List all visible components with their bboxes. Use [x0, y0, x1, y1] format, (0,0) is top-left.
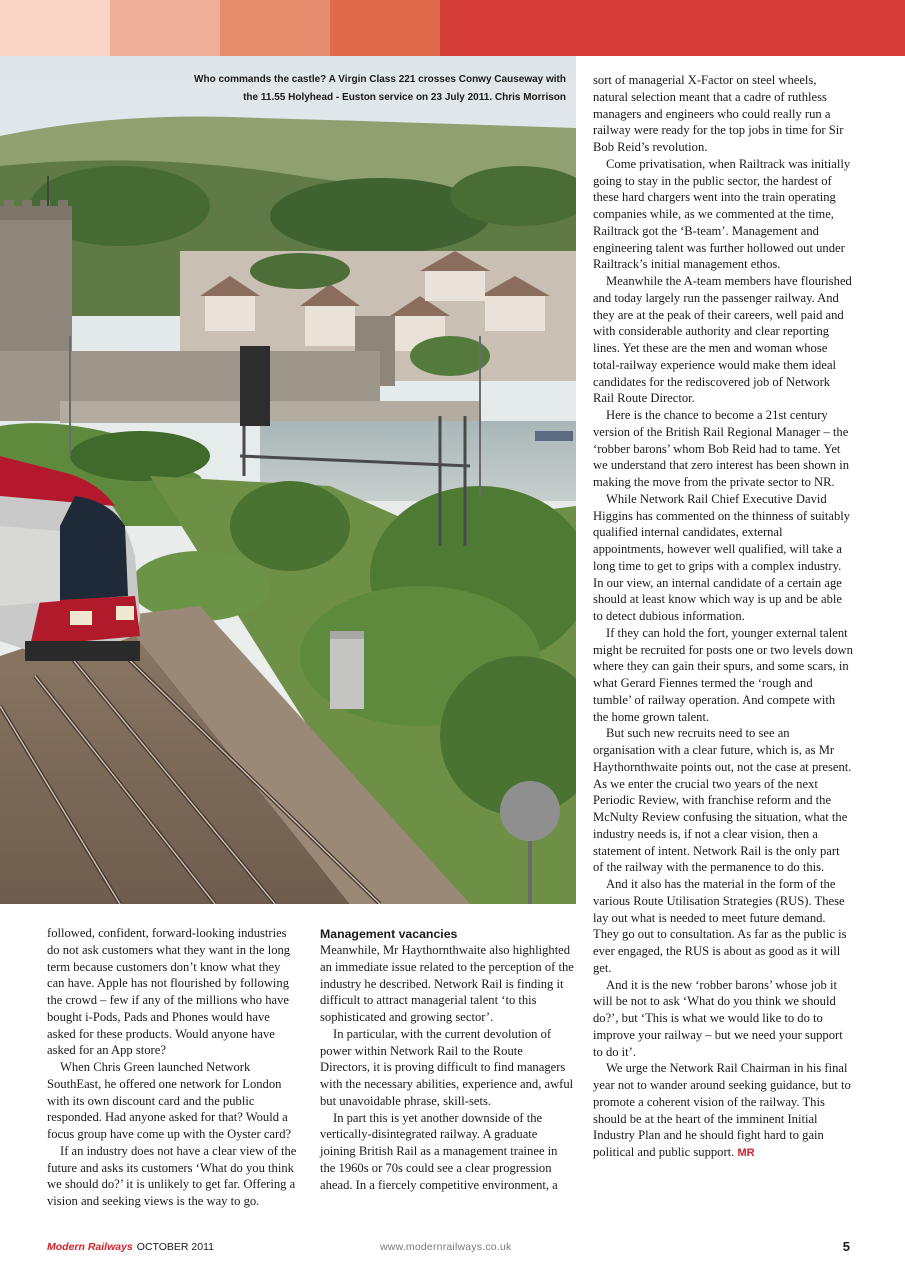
paragraph: But such new recruits need to see an organisation with a clear future, which is, as Mr Haythornthwaite points out, not the case at present. As we enter the crucial two years of the next Periodic Review, with franchise reform and the McNulty Review confusing the situation, what the industry needs is, if not a clear vision, then a statement of intent. Network Rail is the only part of the railway with the permanence to do this.: [593, 726, 852, 875]
lineside-cabinet: [330, 631, 364, 709]
end-mark: MR: [737, 1147, 755, 1159]
paragraph: followed, confident, forward-looking industries do not ask customers what they want in the long term because customers don’t know what they can have. Apple has not flourished by following the crowd – few if any of the millions who have bought i-Pods, Pads and Phones would have asked for these products. Would anyone have asked for an App store?: [47, 926, 291, 1058]
article-photo: [0, 56, 576, 904]
paragraph: If they can hold the fort, younger external talent might be recruited for posts one or two levels down where they can gain their spurs, and some scars, in what Gerard Fiennes termed the ‘rough and tumble’ of railway operation. And compete with the home grown talent.: [593, 625, 853, 724]
website-link[interactable]: www.modernrailways.co.uk: [380, 1241, 512, 1253]
page-footer: [0, 1241, 905, 1257]
paragraph: And it is the new ‘robber barons’ whose job it will be not to ask ‘What do you think we should do?’, but ‘This is what we would like to do to improve your railway – but we need your support to do it’.: [593, 977, 843, 1059]
header-band-1: [0, 0, 110, 56]
page-number: 5: [842, 1239, 850, 1254]
photo-caption: Who commands the castle? A Virgin Class 221 crosses Conwy Causeway with the 11.55 Holyhead - Euston service on 23 July 2011. Chris Morrison: [194, 74, 566, 103]
paragraph-final: [593, 1060, 853, 1162]
paragraph: While Network Rail Chief Executive David Higgins has commented on the thinness of suitably qualified internal candidates, external appointments, however well qualified, will take a long time to get to grips with a complex industry. In our view, an internal candidate of a certain age should at least know which way is up and be able to detect dubious information.: [593, 491, 851, 623]
paragraph: If an industry does not have a clear view of the future and asks its customers ‘What do you think we should do?’ it is unlikely to get far. Offering a vision and seeking views is the way to go.: [47, 1143, 297, 1208]
footer-issue-info: [47, 1241, 214, 1253]
paragraph-text: We urge the Network Rail Chairman in his final year not to wander around seeking guidance, but to promote a coherent vision of the railway. This should be at the heart of the imminent Initial Industry Plan and he should fight hard to gain political and public support.: [593, 1061, 851, 1159]
header-band-5: [440, 0, 905, 56]
issue-date: OCTOBER 2011: [136, 1241, 215, 1253]
paragraph: In part this is yet another downside of the vertically-disintegrated railway. A graduate joining British Rail as a management trainee in the 1960s or 70s could see a clear progression ahead. In a fiercely competitive environment, a: [320, 1110, 558, 1192]
road-sign: [500, 781, 560, 841]
article-column-1: [47, 925, 300, 1210]
paragraph: And it also has the material in the form of the various Route Utilisation Strategies (RUS). These lay out what is needed to meet future demand. They go out to consultation. As far as the public is ever engaged, the RUS is about as good as it will get.: [593, 877, 847, 975]
article-column-3: [593, 72, 853, 1162]
magazine-name: Modern Railways: [47, 1241, 133, 1253]
article-column-2: [320, 926, 574, 1193]
header-band-3: [220, 0, 330, 56]
header-band-2: [110, 0, 220, 56]
paragraph: Here is the chance to become a 21st century version of the British Rail Regional Manager – the ‘robber barons’ whom Bob Reid had to tame. Yet we understand that zero interest has been shown in making the move from the private sector to NR.: [593, 408, 849, 489]
section-heading: Management vacancies: [320, 927, 458, 941]
paragraph: Meanwhile the A-team members have flourished and today largely run the passenger railway. And they are at the peak of their careers, well paid and with considerable authority and clear reporting lines. Yet these are the men and woman whose total-railway experience would make them ideal candidates for the rediscovered job of Network Rail Route Director.: [593, 274, 852, 406]
paragraph: sort of managerial X-Factor on steel wheels, natural selection meant that a cadre of ruthless managers and engineers who could really run a railway were ready for the top jobs in time for Sir Bob Reid’s revolution.: [593, 73, 844, 154]
paragraph: Meanwhile, Mr Haythornthwaite also highlighted an immediate issue related to the perception of the industry he described. Network Rail is finding it difficult to attract managerial talent ‘to this sophisticated and growing sector’.: [320, 943, 574, 1024]
paragraph: When Chris Green launched Network SouthEast, he offered one network for London with its own discount card and the public responded. Had anyone asked for that? Would a focus group have come up with the Oyster card?: [47, 1060, 292, 1141]
paragraph: In particular, with the current devolution of power within Network Rail to the Route Directors, it is proving difficult to find managers with the necessary abilities, experience and, awful but unavoidable phrase, skill-sets.: [320, 1026, 574, 1108]
railway-scene-illustration: [0, 56, 576, 904]
paragraph: Come privatisation, when Railtrack was initially going to stay in the public sector, the hardest of these hard chargers went into the train operating companies while, as we commented at the time, Railtrack got the ‘B-team’. Management and engineering talent was further hollowed out under Railtrack’s initial management ethos.: [593, 156, 851, 272]
header-band-4: [330, 0, 440, 56]
